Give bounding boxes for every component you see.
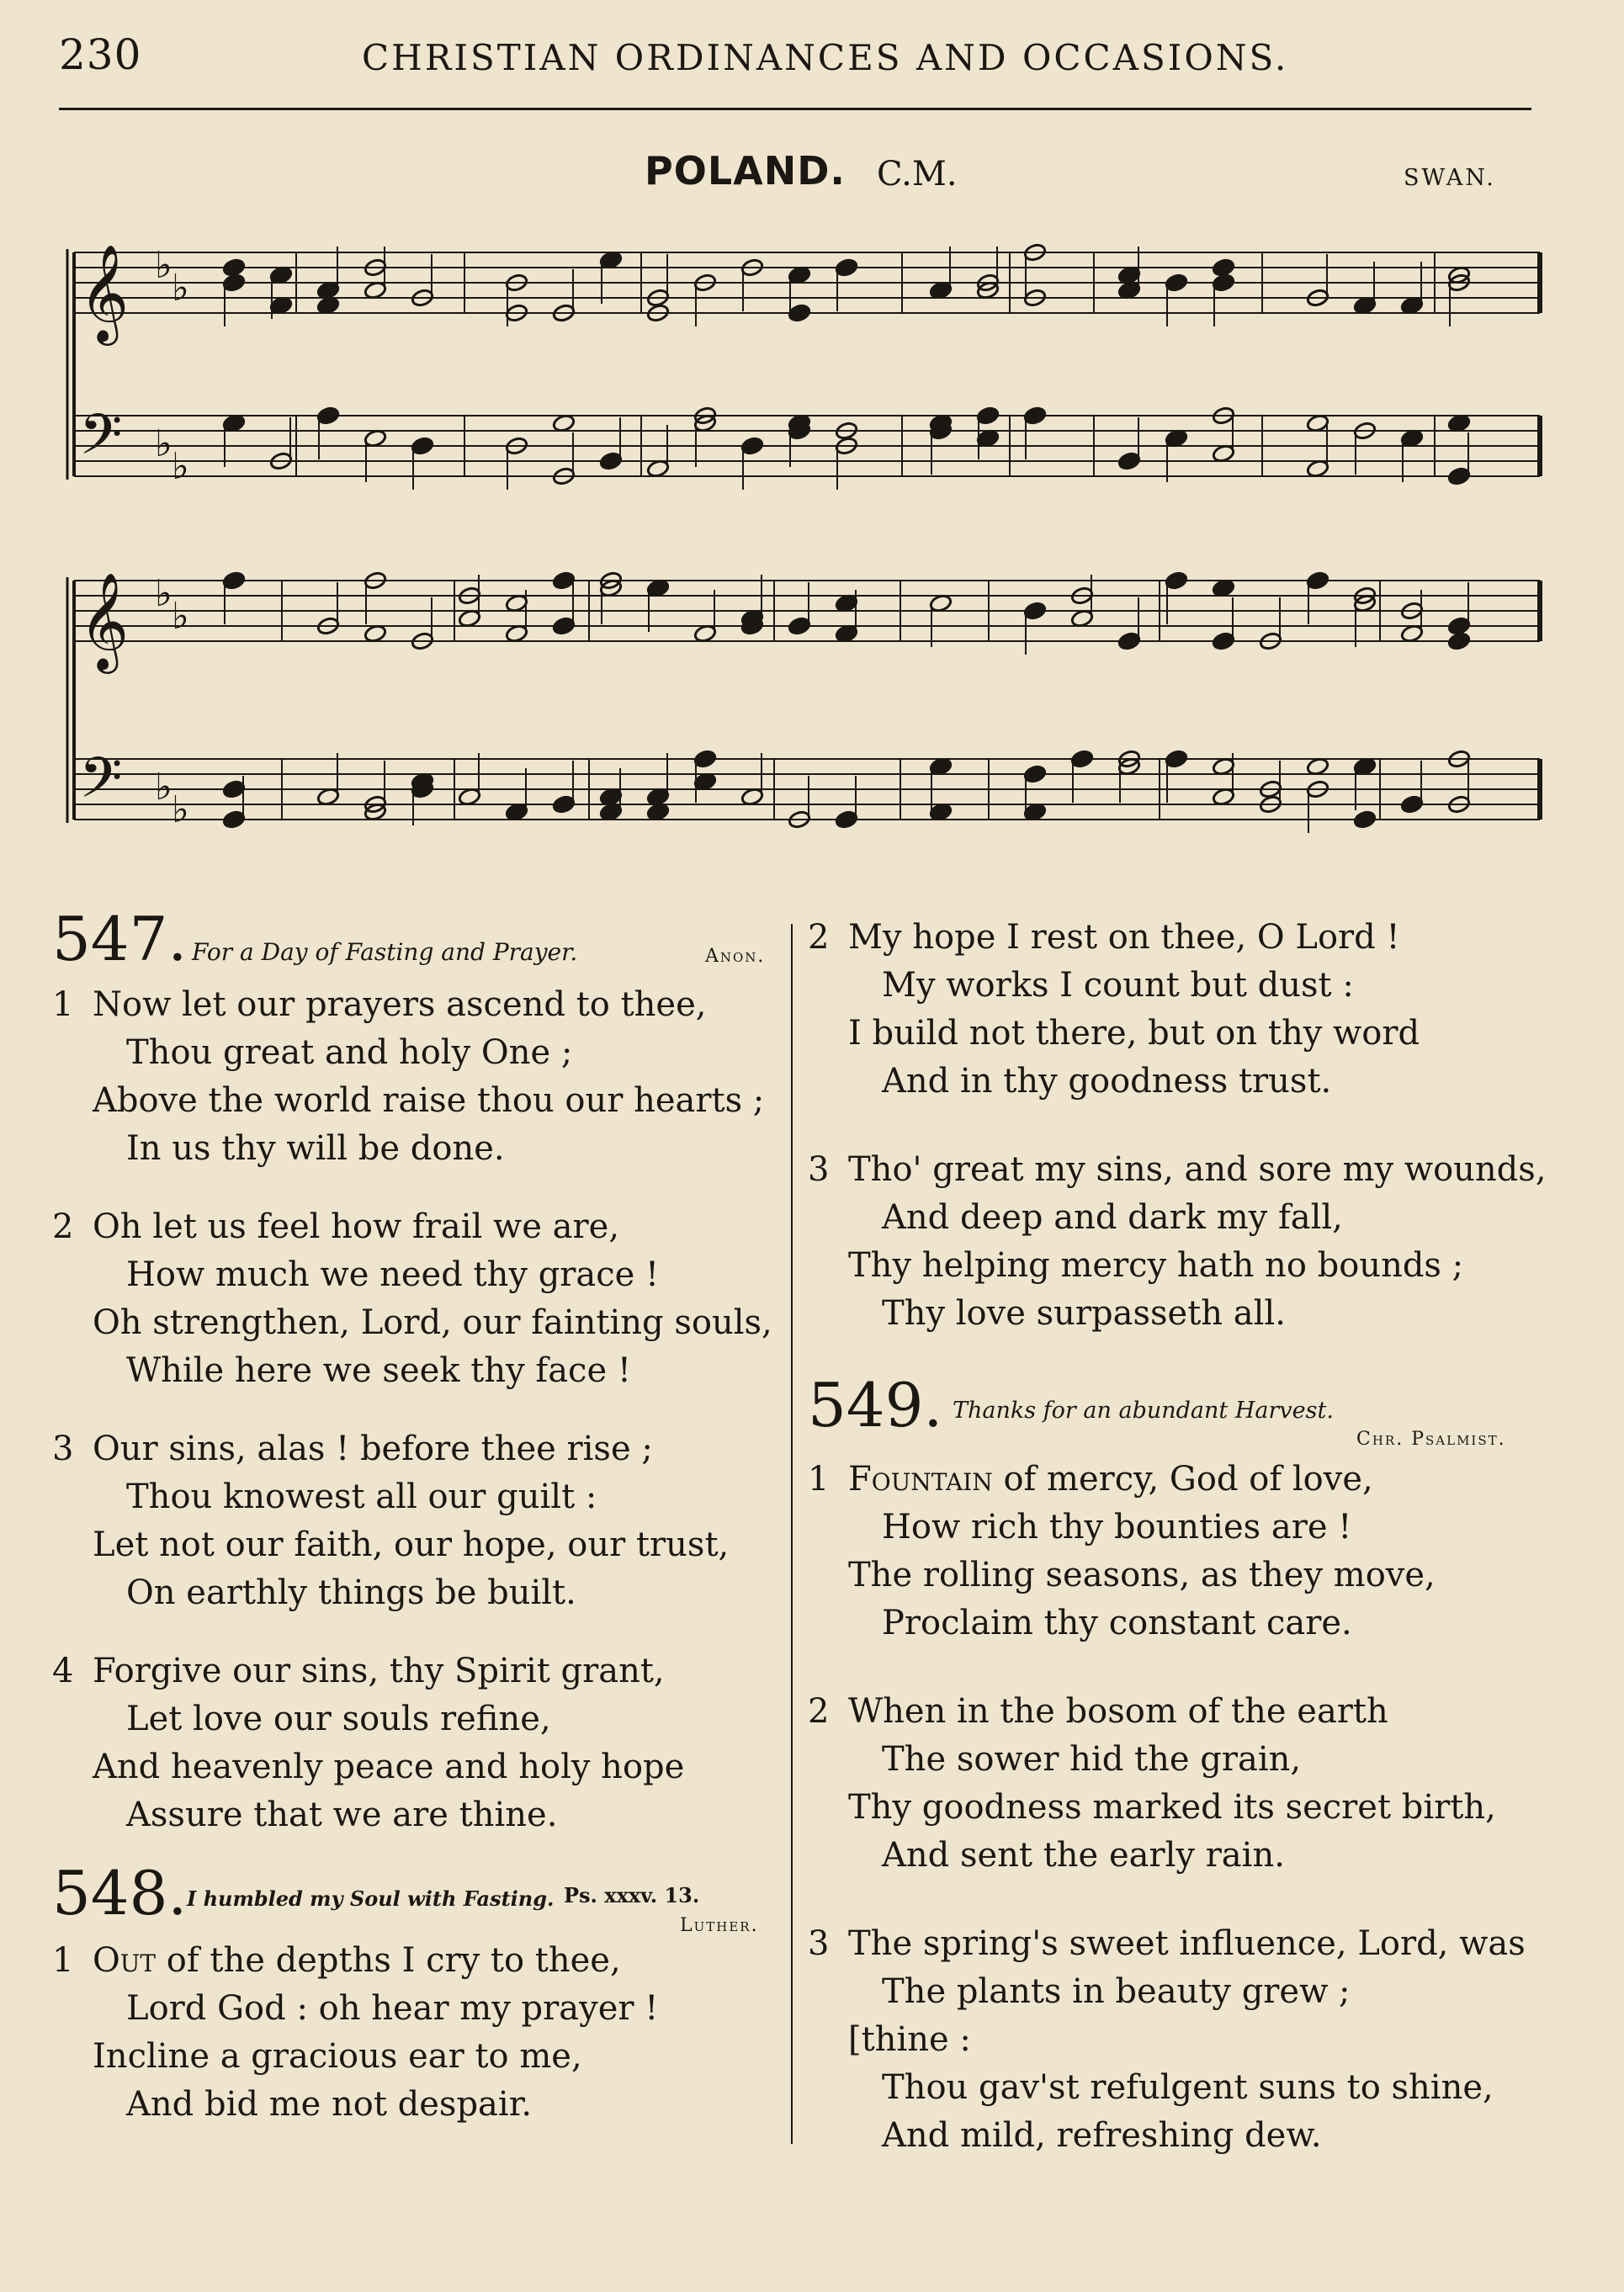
line-text: Our sins, alas ! before thee rise ; [93, 1430, 653, 1468]
verse-number: 1 [808, 1460, 830, 1499]
svg-text:𝄞: 𝄞 [79, 243, 130, 342]
line-text: Oh strengthen, Lord, our fainting souls, [93, 1303, 772, 1342]
verse-number: 2 [808, 1692, 830, 1731]
verse-line [808, 1242, 1565, 1290]
line-text: And sent the early rain. [882, 1836, 1285, 1875]
line-text: My works I count but dust : [882, 966, 1354, 1005]
verse [808, 1456, 1565, 1647]
verse-line [52, 1077, 784, 1125]
verse-number: 1 [52, 1941, 74, 1980]
verse-line [808, 1146, 1565, 1194]
verse-line [808, 1920, 1565, 1968]
tune-meter: C.M. [877, 155, 958, 194]
verse-number: 2 [52, 1207, 74, 1246]
svg-text:♭: ♭ [155, 422, 172, 465]
verse [52, 1937, 784, 2129]
hymn-548-verses-right [808, 914, 1565, 1338]
hymn-number: 547. [52, 904, 188, 974]
line-text: Let not our faith, our hope, our trust, [93, 1525, 730, 1564]
line-text: In us thy will be done. [126, 1129, 505, 1168]
line-text: And mild, refreshing dew. [882, 2116, 1322, 2155]
verse-line [52, 1203, 784, 1251]
verse-number: 3 [808, 1150, 830, 1189]
verse-line [808, 1736, 1565, 1784]
verse-line [52, 2033, 784, 2081]
verse-number: 1 [52, 985, 74, 1024]
line-text: Oh let us feel how frail we are, [93, 1207, 620, 1246]
verse-line [808, 1058, 1565, 1106]
verse-line [808, 2016, 1565, 2064]
hymn-547-heading [52, 904, 784, 976]
verse [808, 914, 1565, 1106]
verse-line [52, 1347, 784, 1395]
page-number: 230 [59, 30, 142, 79]
hymn-reference: Ps. xxxv. 13. [564, 1883, 700, 1907]
line-text: And bid me not despair. [126, 2085, 533, 2124]
line-text: The plants in beauty grew ; [882, 1972, 1351, 2011]
verse-line [52, 1985, 784, 2033]
hymn-548-heading [52, 1858, 784, 1937]
verse-line [52, 1125, 784, 1173]
verse-line [808, 1968, 1565, 2016]
svg-text:𝄢: 𝄢 [79, 402, 123, 480]
verse-line [808, 2112, 1565, 2160]
verse-line [52, 1569, 784, 1617]
line-text: Thy helping mercy hath no bounds ; [848, 1246, 1464, 1285]
svg-text:♭: ♭ [172, 595, 189, 638]
verse-line [808, 2064, 1565, 2112]
first-word: Fountain [848, 1460, 1004, 1499]
verse [808, 1920, 1565, 2160]
verse-number: 3 [52, 1430, 74, 1468]
hymn-author: Luther. [680, 1915, 759, 1936]
verse-line [52, 1029, 784, 1077]
music-score [0, 0, 1624, 892]
verse-line [52, 1647, 784, 1695]
hymn-number: 548. [52, 1858, 188, 1929]
hymn-548-verses-left [52, 1937, 784, 2129]
svg-text:♭: ♭ [172, 788, 189, 831]
running-title: CHRISTIAN ORDINANCES AND OCCASIONS. [362, 37, 1289, 78]
verse [808, 1688, 1565, 1880]
line-text: Tho' great my sins, and sore my wounds, [848, 1150, 1547, 1189]
verse-line [52, 1299, 784, 1347]
svg-text:𝄢: 𝄢 [79, 745, 123, 824]
verse-line [52, 1937, 784, 1985]
verse-line [808, 1194, 1565, 1242]
verse-line [808, 1600, 1565, 1647]
line-text: On earthly things be built. [126, 1573, 576, 1612]
hymn-549-heading [808, 1370, 1565, 1456]
verse [808, 1146, 1565, 1338]
verse-line [808, 1552, 1565, 1600]
verse-line [808, 962, 1565, 1010]
hymn-author: Anon. [705, 946, 766, 967]
verse-line [52, 1695, 784, 1743]
line-text: And in thy goodness trust. [882, 1062, 1332, 1101]
verse-line [808, 914, 1565, 962]
hymn-549-verses [808, 1456, 1565, 2160]
line-text: Thy love surpasseth all. [882, 1294, 1286, 1333]
verse [52, 1647, 784, 1839]
hymn-title: I humbled my Soul with Fasting. [187, 1886, 555, 1911]
first-word: Out [93, 1941, 167, 1980]
tune-name: POLAND. [645, 148, 846, 194]
verse-number: 3 [808, 1924, 830, 1963]
line-text: My hope I rest on thee, O Lord ! [848, 918, 1400, 957]
right-column [808, 914, 1565, 2160]
line-text: Lord God : oh hear my prayer ! [126, 1989, 659, 2028]
line-text: The spring's sweet influence, Lord, was [848, 1924, 1526, 1963]
verse-line [52, 1425, 784, 1473]
line-text: While here we seek thy face ! [126, 1351, 631, 1390]
verse-line [808, 1010, 1565, 1058]
line-text: The rolling seasons, as they move, [848, 1556, 1436, 1594]
svg-text:♭: ♭ [155, 766, 172, 809]
tune-composer: SWAN. [1404, 165, 1496, 191]
verse [52, 1203, 784, 1395]
svg-text:♭: ♭ [155, 244, 172, 287]
line-text: Assure that we are thine. [126, 1796, 558, 1834]
verse-line [808, 1290, 1565, 1338]
left-column [52, 904, 784, 2129]
line-text: And heavenly peace and holy hope [93, 1748, 685, 1786]
line-text: Thou knowest all our guilt : [126, 1478, 597, 1516]
hymn-number: 549. [808, 1370, 943, 1440]
line-text: Above the world raise thou our hearts ; [93, 1081, 765, 1120]
line-text: How rich thy bounties are ! [882, 1508, 1352, 1547]
column-divider [791, 924, 793, 2144]
line-text: Thou great and holy One ; [126, 1033, 573, 1072]
line-text: of the depths I cry to thee, [166, 1941, 621, 1980]
line-text: Thy goodness marked its secret birth, [848, 1788, 1496, 1827]
line-text: of mercy, God of love, [1003, 1460, 1373, 1499]
line-text: When in the bosom of the earth [848, 1692, 1388, 1731]
verse-line [808, 1784, 1565, 1832]
verse-line [52, 1791, 784, 1839]
verse-line [808, 1504, 1565, 1552]
line-text: Incline a gracious ear to me, [93, 2037, 582, 2076]
line-text: Let love our souls refine, [126, 1700, 551, 1738]
hymn-author: Chr. Psalmist. [1356, 1429, 1506, 1450]
svg-text:♭: ♭ [172, 445, 189, 488]
svg-text:♭: ♭ [172, 267, 189, 310]
hymn-547-verses [52, 981, 784, 1839]
verse-line [52, 1251, 784, 1299]
line-text: The sower hid the grain, [882, 1740, 1302, 1779]
svg-text:𝄞: 𝄞 [79, 571, 130, 670]
line-text: And deep and dark my fall, [882, 1198, 1343, 1237]
verse [52, 981, 784, 1173]
line-text: Now let our prayers ascend to thee, [93, 985, 707, 1024]
verse-number: 2 [808, 918, 830, 957]
hymn-title: For a Day of Fasting and Prayer. [192, 938, 578, 966]
verse-line [808, 1688, 1565, 1736]
hymn-title: Thanks for an abundant Harvest. [953, 1398, 1334, 1424]
verse [52, 1425, 784, 1617]
verse-line [52, 981, 784, 1029]
verse-line [808, 1832, 1565, 1880]
verse-line [52, 1743, 784, 1791]
line-text: Forgive our sins, thy Spirit grant, [93, 1652, 665, 1690]
svg-text:♭: ♭ [155, 572, 172, 615]
line-text: Thou gav'st refulgent suns to shine, [882, 2068, 1494, 2107]
line-text: How much we need thy grace ! [126, 1255, 660, 1294]
verse-line [52, 1521, 784, 1569]
line-text: Proclaim thy constant care. [882, 1604, 1352, 1642]
verse-number: 4 [52, 1652, 74, 1690]
verse-line [52, 2081, 784, 2129]
line-text: [thine : [848, 2020, 971, 2059]
verse-line [52, 1473, 784, 1521]
line-text: I build not there, but on thy word [848, 1014, 1420, 1053]
